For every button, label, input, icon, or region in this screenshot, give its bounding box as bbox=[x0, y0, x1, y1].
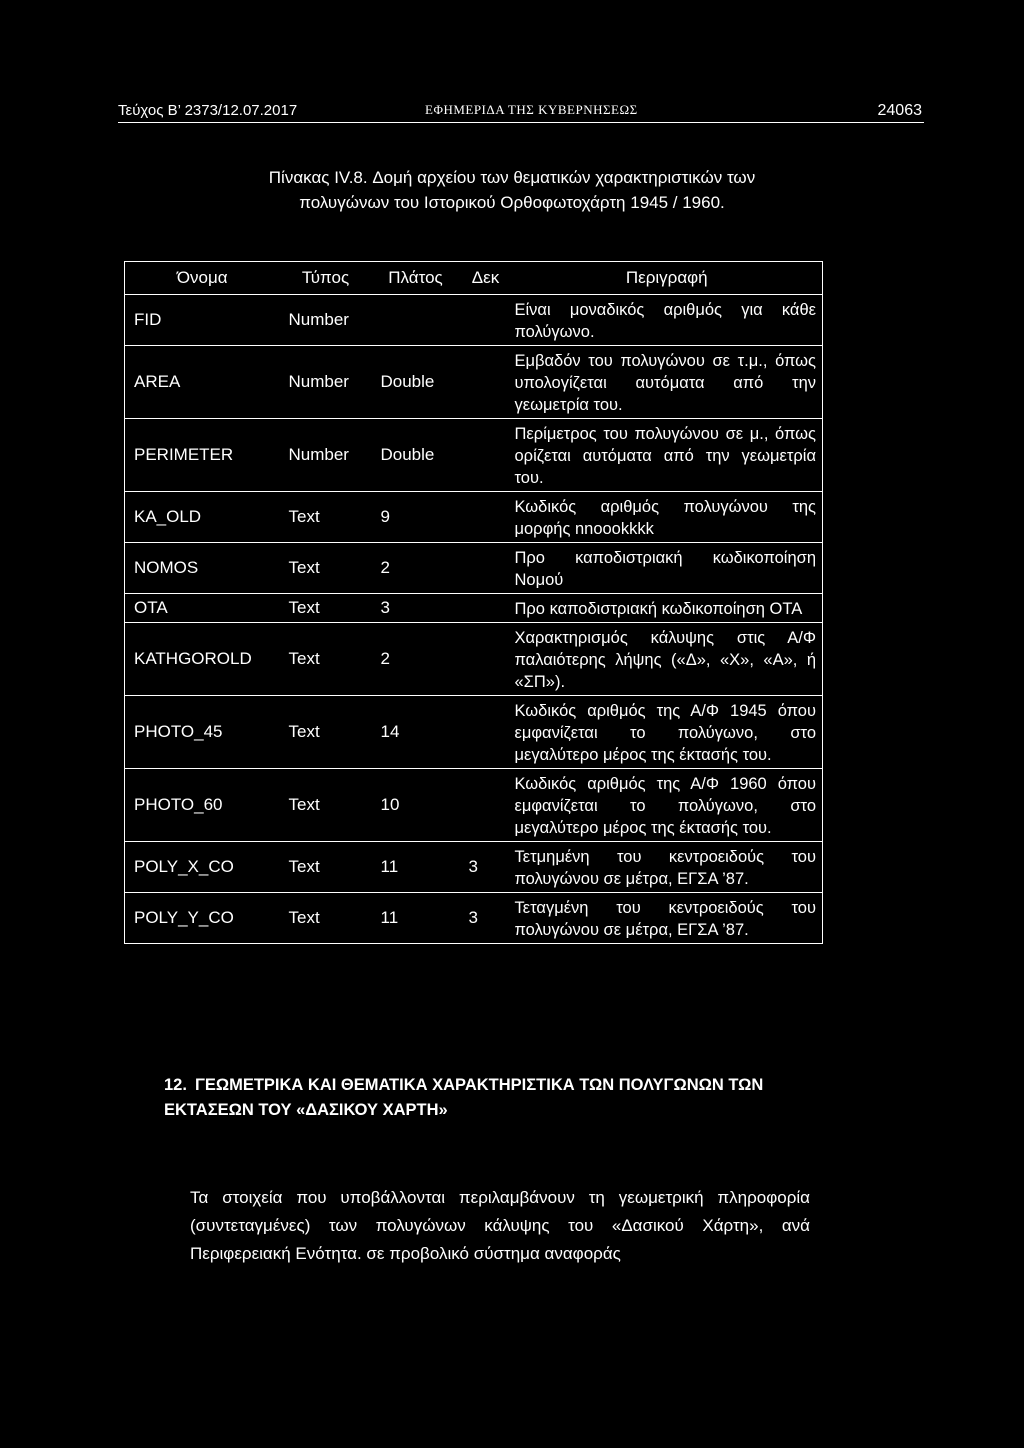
page-header bbox=[118, 102, 924, 123]
table-row bbox=[125, 419, 823, 492]
field-name-cell: AREA bbox=[125, 346, 280, 419]
field-width-cell: 14 bbox=[372, 696, 460, 769]
gazette-title: ΕΦΗΜΕΡΙΔΑ ΤΗΣ ΚΥΒΕΡΝΗΣΕΩΣ bbox=[425, 102, 638, 117]
field-description-cell: Κωδικός αριθμός της Α/Φ 1945 όπου εμφανίζεται το πολύγωνο, στο μεγαλύτερο μέρος της έκτασής του. bbox=[512, 696, 823, 769]
page-number: 24063 bbox=[877, 102, 922, 119]
field-type-cell: Text bbox=[280, 623, 372, 696]
section-number: 12. bbox=[164, 1076, 187, 1094]
table-row bbox=[125, 893, 823, 944]
table-row bbox=[125, 346, 823, 419]
field-type-cell: Number bbox=[280, 295, 372, 346]
field-width-cell: Double bbox=[372, 346, 460, 419]
table-row bbox=[125, 623, 823, 696]
table-caption-line-2: πολυγώνων του Ιστορικού Ορθοφωτοχάρτη 1945 / 1960. bbox=[299, 193, 725, 212]
field-name-cell: OTA bbox=[125, 594, 280, 623]
field-dec-cell bbox=[460, 623, 512, 696]
field-name-cell: FID bbox=[125, 295, 280, 346]
field-type-cell: Text bbox=[280, 594, 372, 623]
field-width-cell: 11 bbox=[372, 842, 460, 893]
field-description-cell: Κωδικός αριθμός πολυγώνου της μορφής nnoookkkk bbox=[512, 492, 823, 543]
field-dec-cell bbox=[460, 419, 512, 492]
field-dec-cell bbox=[460, 295, 512, 346]
field-width-cell: 9 bbox=[372, 492, 460, 543]
table-caption-line-1: Πίνακας IV.8. Δομή αρχείου των θεματικών χαρακτηριστικών των bbox=[268, 168, 756, 187]
field-width-cell: 3 bbox=[372, 594, 460, 623]
field-name-cell: POLY_X_CO bbox=[125, 842, 280, 893]
field-name-cell: POLY_Y_CO bbox=[125, 893, 280, 944]
table-row bbox=[125, 492, 823, 543]
section-title: ΓΕΩΜΕΤΡΙΚΑ ΚΑΙ ΘΕΜΑΤΙΚΑ ΧΑΡΑΚΤΗΡΙΣΤΙΚΑ ΤΩΝ ΠΟΛΥΓΩΝΩΝ ΤΩΝ ΕΚΤΑΣΕΩΝ ΤΟΥ «ΔΑΣΙΚΟΥ ΧΑΡΤΗ» bbox=[164, 1076, 764, 1119]
field-type-cell: Text bbox=[280, 696, 372, 769]
field-type-cell: Text bbox=[280, 769, 372, 842]
table-row bbox=[125, 594, 823, 623]
header-type: Τύπος bbox=[280, 262, 372, 295]
table-header-row bbox=[125, 262, 823, 295]
table-caption bbox=[0, 165, 1024, 215]
field-type-cell: Number bbox=[280, 419, 372, 492]
field-dec-cell bbox=[460, 346, 512, 419]
field-dec-cell: 3 bbox=[460, 842, 512, 893]
table-row bbox=[125, 295, 823, 346]
table-row bbox=[125, 543, 823, 594]
field-width-cell: 2 bbox=[372, 623, 460, 696]
field-dec-cell: 3 bbox=[460, 893, 512, 944]
field-dec-cell bbox=[460, 492, 512, 543]
field-width-cell: 2 bbox=[372, 543, 460, 594]
field-description-cell: Περίμετρος του πολυγώνου σε μ., όπως ορίζεται αυτόματα από την γεωμετρία του. bbox=[512, 419, 823, 492]
field-name-cell: KA_OLD bbox=[125, 492, 280, 543]
header-width: Πλάτος bbox=[372, 262, 460, 295]
field-width-cell: 10 bbox=[372, 769, 460, 842]
header-name: Όνομα bbox=[125, 262, 280, 295]
field-description-cell: Τετμημένη του κεντροειδούς του πολυγώνου σε μέτρα, ΕΓΣΑ ’87. bbox=[512, 842, 823, 893]
table-row bbox=[125, 842, 823, 893]
field-description-cell: Είναι μοναδικός αριθμός για κάθε πολύγωνο. bbox=[512, 295, 823, 346]
field-type-cell: Text bbox=[280, 492, 372, 543]
issue-reference: Τεύχος Β’ 2373/12.07.2017 bbox=[118, 102, 298, 119]
field-type-cell: Text bbox=[280, 543, 372, 594]
field-dec-cell bbox=[460, 594, 512, 623]
field-name-cell: NOMOS bbox=[125, 543, 280, 594]
table-row bbox=[125, 696, 823, 769]
field-description-cell: Εμβαδόν του πολυγώνου σε τ.μ., όπως υπολογίζεται αυτόματα από την γεωμετρία του. bbox=[512, 346, 823, 419]
header-dec: Δεκ bbox=[460, 262, 512, 295]
field-type-cell: Number bbox=[280, 346, 372, 419]
field-dec-cell bbox=[460, 696, 512, 769]
field-description-cell: Προ καποδιστριακή κωδικοποίηση ΟΤΑ bbox=[512, 594, 823, 623]
header-description: Περιγραφή bbox=[512, 262, 823, 295]
field-type-cell: Text bbox=[280, 842, 372, 893]
table-row bbox=[125, 769, 823, 842]
field-name-cell: KATHGOROLD bbox=[125, 623, 280, 696]
field-name-cell: PERIMETER bbox=[125, 419, 280, 492]
field-dec-cell bbox=[460, 543, 512, 594]
section-heading bbox=[164, 1073, 824, 1123]
field-description-cell: Προ καποδιστριακή κωδικοποίηση Νομού bbox=[512, 543, 823, 594]
field-name-cell: PHOTO_60 bbox=[125, 769, 280, 842]
field-description-cell: Χαρακτηρισμός κάλυψης στις Α/Φ παλαιότερης λήψης («Δ», «Χ», «Α», ή «ΣΠ»). bbox=[512, 623, 823, 696]
field-dec-cell bbox=[460, 769, 512, 842]
fields-table bbox=[124, 261, 823, 944]
field-width-cell: 11 bbox=[372, 893, 460, 944]
field-width-cell bbox=[372, 295, 460, 346]
field-description-cell: Κωδικός αριθμός της Α/Φ 1960 όπου εμφανίζεται το πολύγωνο, στο μεγαλύτερο μέρος της έκτασής του. bbox=[512, 769, 823, 842]
field-type-cell: Text bbox=[280, 893, 372, 944]
field-width-cell: Double bbox=[372, 419, 460, 492]
section-paragraph: Τα στοιχεία που υποβάλλονται περιλαμβάνουν τη γεωμετρική πληροφορία (συντεταγμένες) των πολυγώνων κάλυψης του «Δασικού Χάρτη», ανά Περιφερειακή Ενότητα. σε προβολικό σύστημα αναφοράς bbox=[190, 1188, 810, 1263]
field-name-cell: PHOTO_45 bbox=[125, 696, 280, 769]
field-description-cell: Τεταγμένη του κεντροειδούς του πολυγώνου σε μέτρα, ΕΓΣΑ ’87. bbox=[512, 893, 823, 944]
